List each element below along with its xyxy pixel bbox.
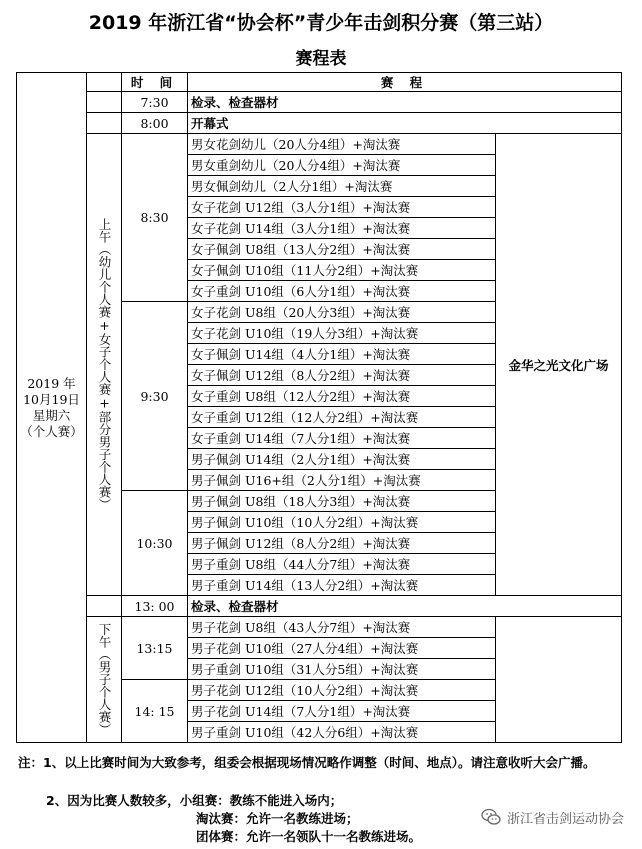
table-row xyxy=(17,113,622,134)
afternoon-group-cell xyxy=(87,617,122,743)
event-cell: 女子重剑 U10组（6人分1组）+淘汰赛 xyxy=(188,281,496,302)
event-cell: 男子佩剑 U14组（2人分1组）+淘汰赛 xyxy=(188,449,496,470)
event-cell: 女子花剑 U8组（20人分3组）+淘汰赛 xyxy=(188,302,496,323)
table-row xyxy=(17,92,622,113)
table-row xyxy=(17,617,622,638)
group-blank xyxy=(87,596,122,617)
date-year: 2019 年 xyxy=(27,375,76,391)
event-cell: 男子佩剑 U16+组（2人分1组）+淘汰赛 xyxy=(188,470,496,491)
event-cell: 女子重剑 U8组（12人分2组）+淘汰赛 xyxy=(188,386,496,407)
time-cell: 13: 00 xyxy=(122,596,188,617)
event-cell: 男子佩剑 U10组（10人分2组）+淘汰赛 xyxy=(188,512,496,533)
time-cell: 13:15 xyxy=(122,617,188,680)
event-cell: 女子花剑 U10组（19人分3组）+淘汰赛 xyxy=(188,323,496,344)
event-cell: 开幕式 xyxy=(188,113,622,134)
event-cell: 男子佩剑 U8组（18人分3组）+淘汰赛 xyxy=(188,491,496,512)
page-subtitle: 赛程表 xyxy=(295,49,347,69)
note-2: 2、因为比赛人数较多，小组赛：教练不能进入场内； xyxy=(46,793,343,808)
note-4: 团体赛：允许一名领队十一名教练进场。 xyxy=(196,829,422,844)
event-cell: 女子佩剑 U10组（11人分2组）+淘汰赛 xyxy=(188,260,496,281)
watermark xyxy=(481,807,624,827)
event-cell: 女子佩剑 U14组（4人分1组）+淘汰赛 xyxy=(188,344,496,365)
event-cell: 男子花剑 U14组（7人分1组）+淘汰赛 xyxy=(188,701,496,722)
event-cell: 女子佩剑 U12组（8人分2组）+淘汰赛 xyxy=(188,365,496,386)
header-row xyxy=(17,73,622,92)
time-cell: 8:30 xyxy=(122,134,188,302)
date-cell xyxy=(17,73,87,743)
time-cell: 14: 15 xyxy=(122,680,188,743)
note-1: 注：1、以上比赛时间为大致参考，组委会根据现场情况略作调整（时间、地点）。请注意收听大会广播。 xyxy=(18,755,596,770)
event-cell: 男子佩剑 U12组（8人分2组）+淘汰赛 xyxy=(188,533,496,554)
note-3: 淘汰赛：允许一名教练进场； xyxy=(196,811,359,826)
event-cell: 男女佩剑幼儿（2人分1组）+淘汰赛 xyxy=(188,176,496,197)
event-cell: 男子重剑 U8组（44人分7组）+淘汰赛 xyxy=(188,554,496,575)
time-cell: 8:00 xyxy=(122,113,188,134)
event-cell: 检录、检查器材 xyxy=(188,596,622,617)
group-blank xyxy=(87,92,122,113)
header-blank xyxy=(87,73,122,92)
date-type: （个人赛） xyxy=(20,423,83,439)
morning-group-label: 上午（幼儿个人赛+女子个人赛+部分男子个人赛） xyxy=(97,218,112,511)
event-cell: 女子花剑 U14组（3人分1组）+淘汰赛 xyxy=(188,218,496,239)
header-event: 赛 程 xyxy=(188,73,622,92)
event-cell: 男子重剑 U14组（13人分2组）+淘汰赛 xyxy=(188,575,496,596)
page-title: 2019 年浙江省“协会杯”青少年击剑积分赛（第三站） xyxy=(88,12,554,34)
watermark-text: 浙江省击剑运动协会 xyxy=(506,811,624,827)
date-day: 10月19日 xyxy=(23,391,80,407)
time-cell: 7:30 xyxy=(122,92,188,113)
event-cell: 男子花剑 U8组（43人分7组）+淘汰赛 xyxy=(188,617,496,638)
event-cell: 女子重剑 U14组（7人分1组）+淘汰赛 xyxy=(188,428,496,449)
event-cell: 检录、检查器材 xyxy=(188,92,622,113)
wechat-icon xyxy=(481,807,501,827)
venue-cell: 金华之光文化广场 xyxy=(496,134,622,596)
schedule-table xyxy=(16,72,622,743)
event-cell: 男子重剑 U10组（42人分6组）+淘汰赛 xyxy=(188,722,496,743)
morning-group-cell xyxy=(87,134,122,596)
time-cell: 10:30 xyxy=(122,491,188,596)
table-row xyxy=(17,596,622,617)
time-cell: 9:30 xyxy=(122,302,188,491)
event-cell: 男女重剑幼儿（20人分4组）+淘汰赛 xyxy=(188,155,496,176)
event-cell: 女子花剑 U12组（3人分1组）+淘汰赛 xyxy=(188,197,496,218)
date-weekday: 星期六 xyxy=(32,407,71,423)
event-cell: 男子花剑 U12组（10人分2组）+淘汰赛 xyxy=(188,680,496,701)
header-time: 时 间 xyxy=(122,73,188,92)
event-cell: 男子花剑 U10组（27人分4组）+淘汰赛 xyxy=(188,638,496,659)
event-cell: 女子重剑 U12组（12人分2组）+淘汰赛 xyxy=(188,407,496,428)
event-cell: 男子重剑 U10组（31人分5组）+淘汰赛 xyxy=(188,659,496,680)
afternoon-group-label: 下午（男子个人赛） xyxy=(97,623,112,736)
event-cell: 女子佩剑 U8组（13人分2组）+淘汰赛 xyxy=(188,239,496,260)
group-blank xyxy=(87,113,122,134)
event-cell: 男女花剑幼儿（20人分4组）+淘汰赛 xyxy=(188,134,496,155)
table-row xyxy=(17,134,622,155)
venue-blank xyxy=(496,617,622,743)
